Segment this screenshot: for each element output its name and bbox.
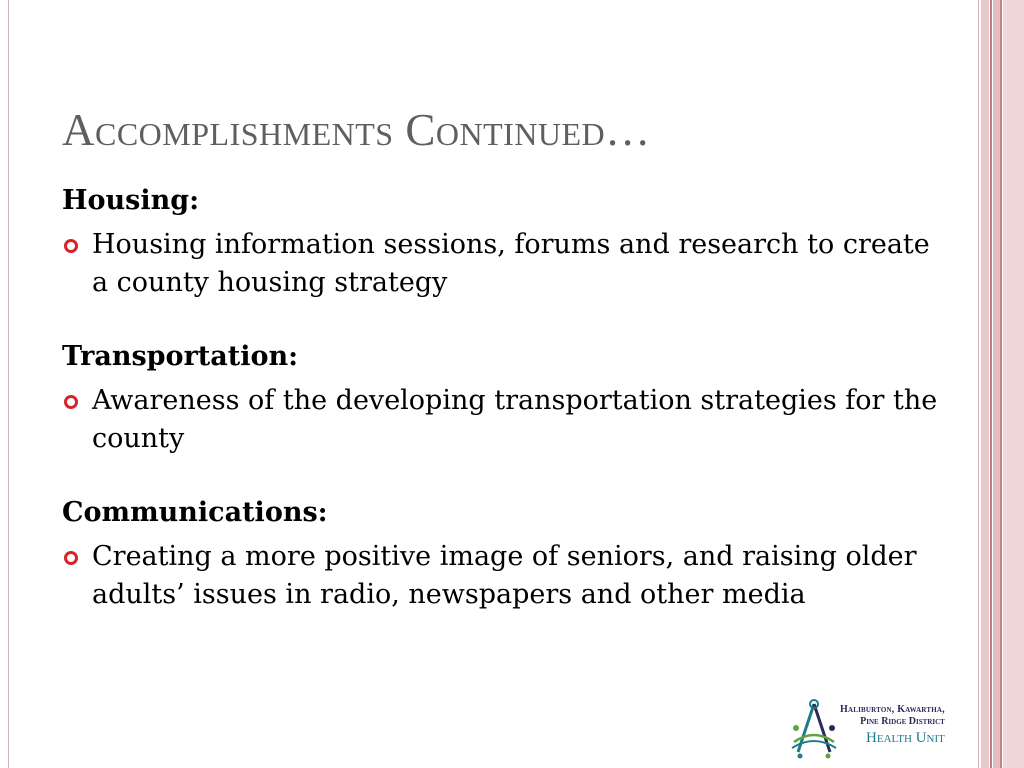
logo-line-1: Haliburton, Kawartha, bbox=[840, 704, 945, 715]
bullet-ring-icon bbox=[64, 395, 78, 409]
bullet-ring-icon bbox=[64, 239, 78, 253]
bullet-text: Awareness of the developing transportation strategies for the county bbox=[92, 385, 938, 454]
section-heading: Transportation: bbox=[62, 341, 299, 372]
right-decorative-stripes bbox=[978, 0, 1024, 768]
health-unit-logo bbox=[788, 698, 968, 760]
slide-title: Accomplishments Continued… bbox=[62, 105, 651, 155]
section-heading: Housing: bbox=[62, 185, 200, 216]
bullet-item bbox=[62, 538, 942, 614]
health-unit-emblem-icon bbox=[788, 698, 840, 760]
bullet-item bbox=[62, 226, 942, 302]
bullet-ring-icon bbox=[64, 551, 78, 565]
bullet-item bbox=[62, 382, 942, 458]
section-heading: Communications: bbox=[62, 497, 328, 528]
bullet-text: Housing information sessions, forums and research to create a county housing strategy bbox=[92, 229, 930, 298]
logo-line-3: Health Unit bbox=[866, 730, 945, 746]
logo-text bbox=[840, 704, 945, 747]
section-communications bbox=[62, 494, 942, 614]
bullet-text: Creating a more positive image of seniors, and raising older adults’ issues in radio, newspapers and other media bbox=[92, 541, 917, 610]
logo-line-2: Pine Ridge District bbox=[860, 716, 945, 727]
section-housing bbox=[62, 182, 942, 302]
left-border-rule bbox=[8, 0, 9, 768]
slide-content bbox=[62, 182, 942, 650]
section-transportation bbox=[62, 338, 942, 458]
